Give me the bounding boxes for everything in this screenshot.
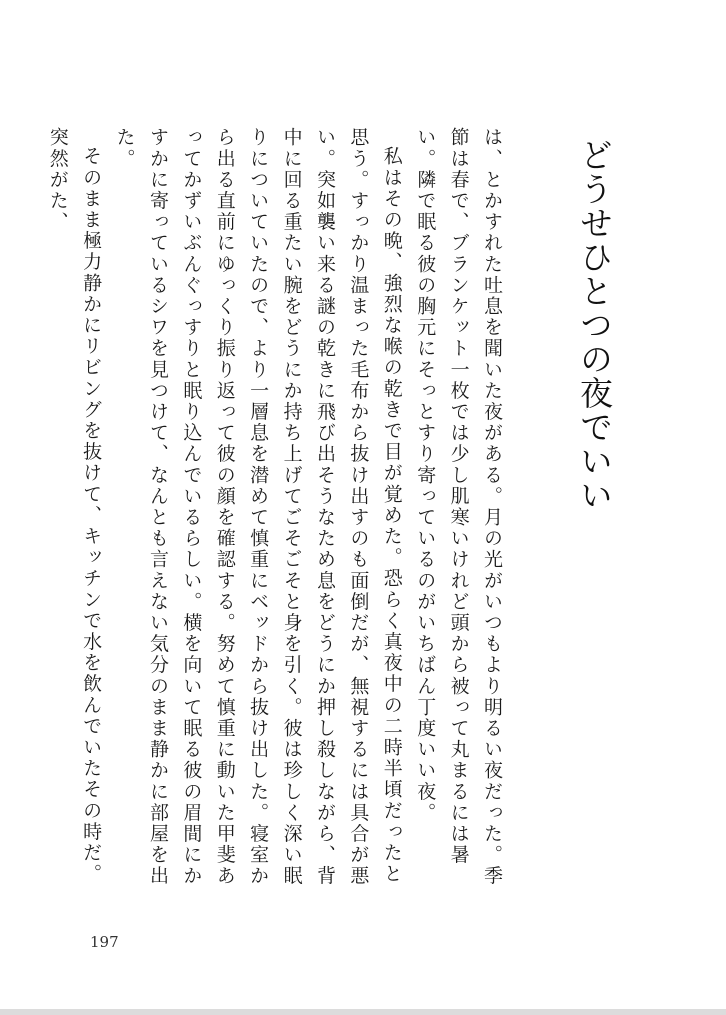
body-text	[46, 127, 508, 897]
page-number: 197	[90, 933, 119, 951]
paragraph: 私はその晩、強烈な喉の乾きで目が覚めた。恐らく真夜中の二時半頃だったと思う。すっかり温まった毛布から抜け出すのも面倒だが、無視するには具合が悪い。突如襲い来る謎の乾きに飛び出そうなため息をどうにか押し殺しながら、背中に回る重たい腕をどうにか持ち上げてごそごそと身を引く。彼は珍しく深い眠りについていたので、より一層息を潜めて慎重にベッドから抜け出した。寝室から出る直前にゆっくり振り返って彼の顔を確認する。努めて慎重に動いた甲斐あってかずいぶんぐっすりと眠り込んでいるらしい。横を向いて眠る彼の眉間にかすかに寄っているシワを見つけて、なんとも言えない気分のまま静かに部屋を出た。	[113, 127, 403, 887]
viewer-bottom-bar	[0, 1009, 726, 1015]
chapter-title: どうせひとつの夜でいい	[575, 138, 614, 512]
paragraph: は、とかすれた吐息を聞いた夜がある。月の光がいつもより明るい夜だった。季節は春で、ブランケット一枚では少し肌寒いけれど頭から被って丸まるには暑い。隣で眠る彼の胸元にそっとすり寄っているのがいちばん丁度いい夜。	[414, 127, 503, 887]
paragraph: そのまま極力静かにリビングを抜けて、キッチンで水を飲んでいたその時だ。突然がた、	[46, 127, 103, 885]
